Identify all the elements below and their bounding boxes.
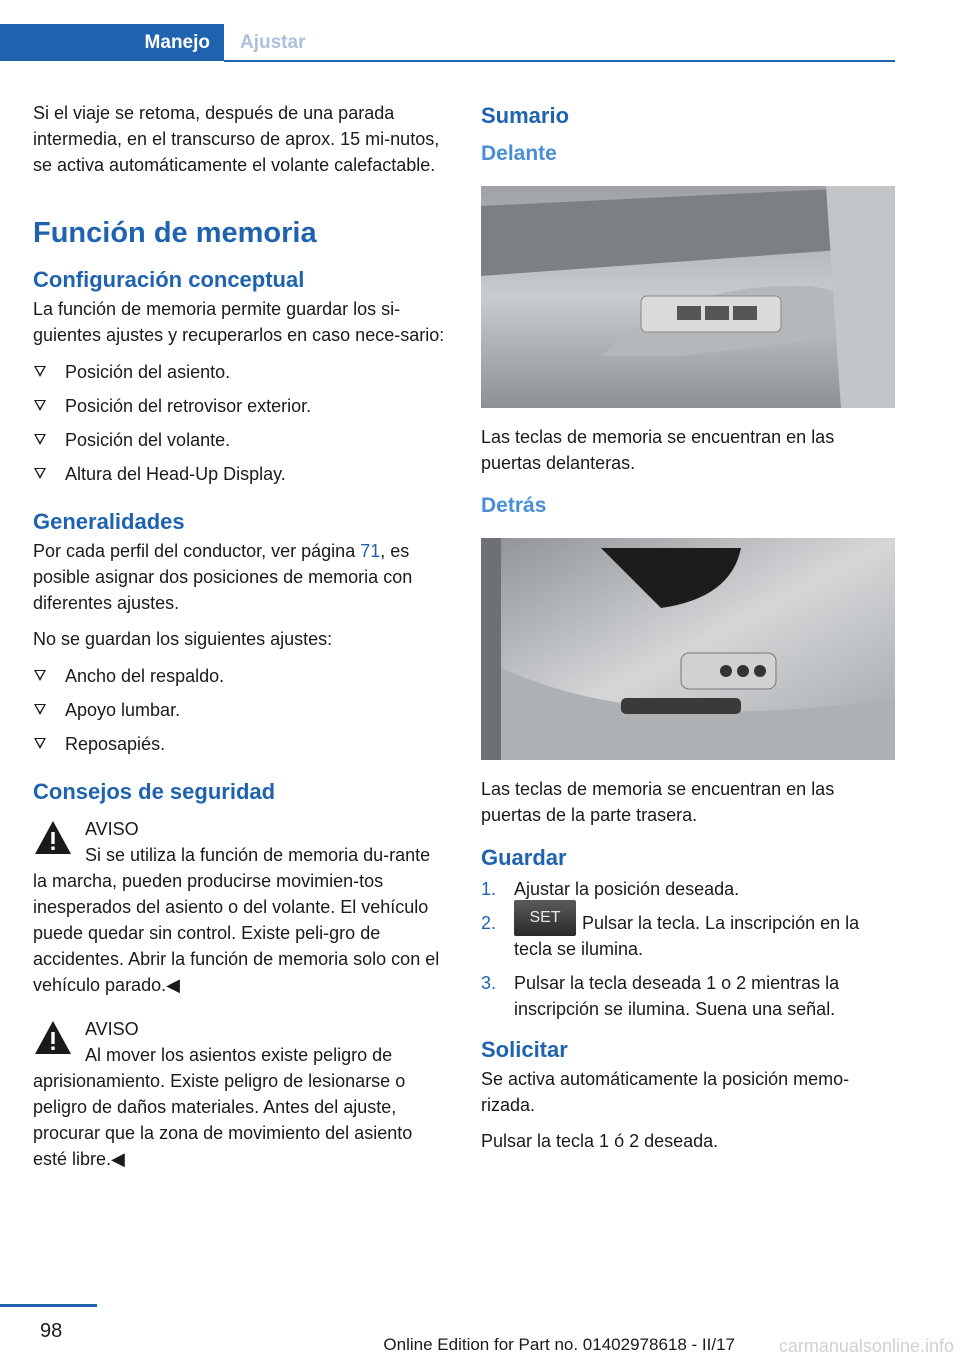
list-item: Ancho del respaldo. bbox=[33, 662, 448, 696]
list-item: 3. Pulsar la tecla deseada 1 o 2 mientras la inscripción se ilumina. Suena una señal. bbox=[481, 973, 840, 1020]
notsaved-list bbox=[33, 662, 448, 764]
watermark: carmanualsonline.info bbox=[778, 1336, 954, 1356]
list-item: Reposapiés. bbox=[33, 730, 448, 764]
bullet-triangle-icon bbox=[34, 366, 46, 377]
recall-heading: Solicitar bbox=[481, 1037, 568, 1063]
right-column bbox=[481, 100, 896, 1164]
bullet-triangle-icon bbox=[34, 704, 46, 715]
bullet-triangle-icon bbox=[34, 400, 46, 411]
list-item: Apoyo lumbar. bbox=[33, 696, 448, 730]
recall-text-2: Pulsar la tecla 1 ó 2 deseada. bbox=[481, 1131, 719, 1152]
edition-text: Online Edition for Part no. 01402978618 - II/17 bbox=[383, 1335, 735, 1354]
left-column bbox=[33, 100, 448, 1190]
page-number: 98 bbox=[40, 1320, 63, 1342]
list-item: 2. SET Pulsar la tecla. La inscripción en la tecla se ilumina. bbox=[481, 910, 896, 962]
list-item: Posición del retrovisor exterior. bbox=[33, 392, 448, 426]
header-rule bbox=[224, 60, 895, 62]
tab-ajustar[interactable]: Ajustar bbox=[240, 31, 306, 53]
rear-caption: Las teclas de memoria se encuentran en las puertas de la parte trasera. bbox=[481, 779, 835, 825]
general-text: Por cada perfil del conductor, ver página 71, es posible asignar dos posiciones de memoria con diferentes ajustes. bbox=[33, 541, 413, 613]
intro-paragraph: Si el viaje se retoma, después de una parada intermedia, en el transcurso de aprox. 15 mi-nutos, se activa automáticamente el volante calefactable. bbox=[33, 103, 440, 175]
page-title: Función de memoria bbox=[33, 217, 317, 249]
recall-text: Se activa automáticamente la posición memo-rizada. bbox=[481, 1069, 850, 1116]
bullet-triangle-icon bbox=[34, 670, 46, 681]
footer-rule bbox=[0, 1304, 97, 1307]
list-item: 1. Ajustar la posición deseada. bbox=[481, 879, 740, 899]
warning-block bbox=[33, 816, 448, 998]
set-button: SET bbox=[514, 900, 576, 936]
save-heading: Guardar bbox=[481, 845, 567, 870]
general-heading: Generalidades bbox=[33, 509, 185, 534]
header-tabs bbox=[0, 24, 895, 61]
concept-heading: Configuración conceptual bbox=[33, 267, 305, 292]
safety-heading: Consejos de seguridad bbox=[33, 779, 276, 804]
concept-text: La función de memoria permite guardar los si-guientes ajustes y recuperarlos en caso nece-sario: bbox=[33, 299, 445, 345]
list-item: Altura del Head-Up Display. bbox=[33, 460, 448, 494]
warning-text: Si se utiliza la función de memoria du-rante la marcha, pueden producirse movimien-tos inesperados del asiento o del volante. El vehículo puede quedar sin control. Existe peli-gro de accidentes. Abrir la función de memoria solo con el vehículo parado.◀ bbox=[33, 845, 440, 995]
rear-heading: Detrás bbox=[481, 494, 547, 517]
warning-label: AVISO bbox=[85, 819, 139, 839]
list-item: Posición del volante. bbox=[33, 426, 448, 460]
front-heading: Delante bbox=[481, 142, 557, 165]
front-caption: Las teclas de memoria se encuentran en las puertas delanteras. bbox=[481, 427, 835, 473]
list-item: Posición del asiento. bbox=[33, 358, 448, 392]
warning-label: AVISO bbox=[85, 1019, 139, 1039]
page-link[interactable]: 71 bbox=[360, 541, 381, 561]
bullet-triangle-icon bbox=[34, 434, 46, 445]
notsaved-text: No se guardan los siguientes ajustes: bbox=[33, 629, 333, 649]
warning-triangle-icon bbox=[33, 1018, 73, 1058]
warning-triangle-icon bbox=[33, 818, 73, 858]
concept-list bbox=[33, 358, 448, 494]
summary-heading: Sumario bbox=[481, 103, 570, 128]
tab-manejo[interactable]: Manejo bbox=[0, 24, 224, 61]
rear-door-photo bbox=[481, 538, 895, 760]
bullet-triangle-icon bbox=[34, 738, 46, 749]
front-door-photo bbox=[481, 186, 895, 408]
warning-block bbox=[33, 1016, 448, 1172]
warning-text: Al mover los asientos existe peligro de aprisionamiento. Existe peligro de lesionarse o peligro de daños materiales. Antes del ajuste, procurar que la zona de movimiento del asiento esté libre.◀ bbox=[33, 1045, 413, 1169]
save-steps bbox=[481, 876, 896, 1022]
bullet-triangle-icon bbox=[34, 468, 46, 479]
